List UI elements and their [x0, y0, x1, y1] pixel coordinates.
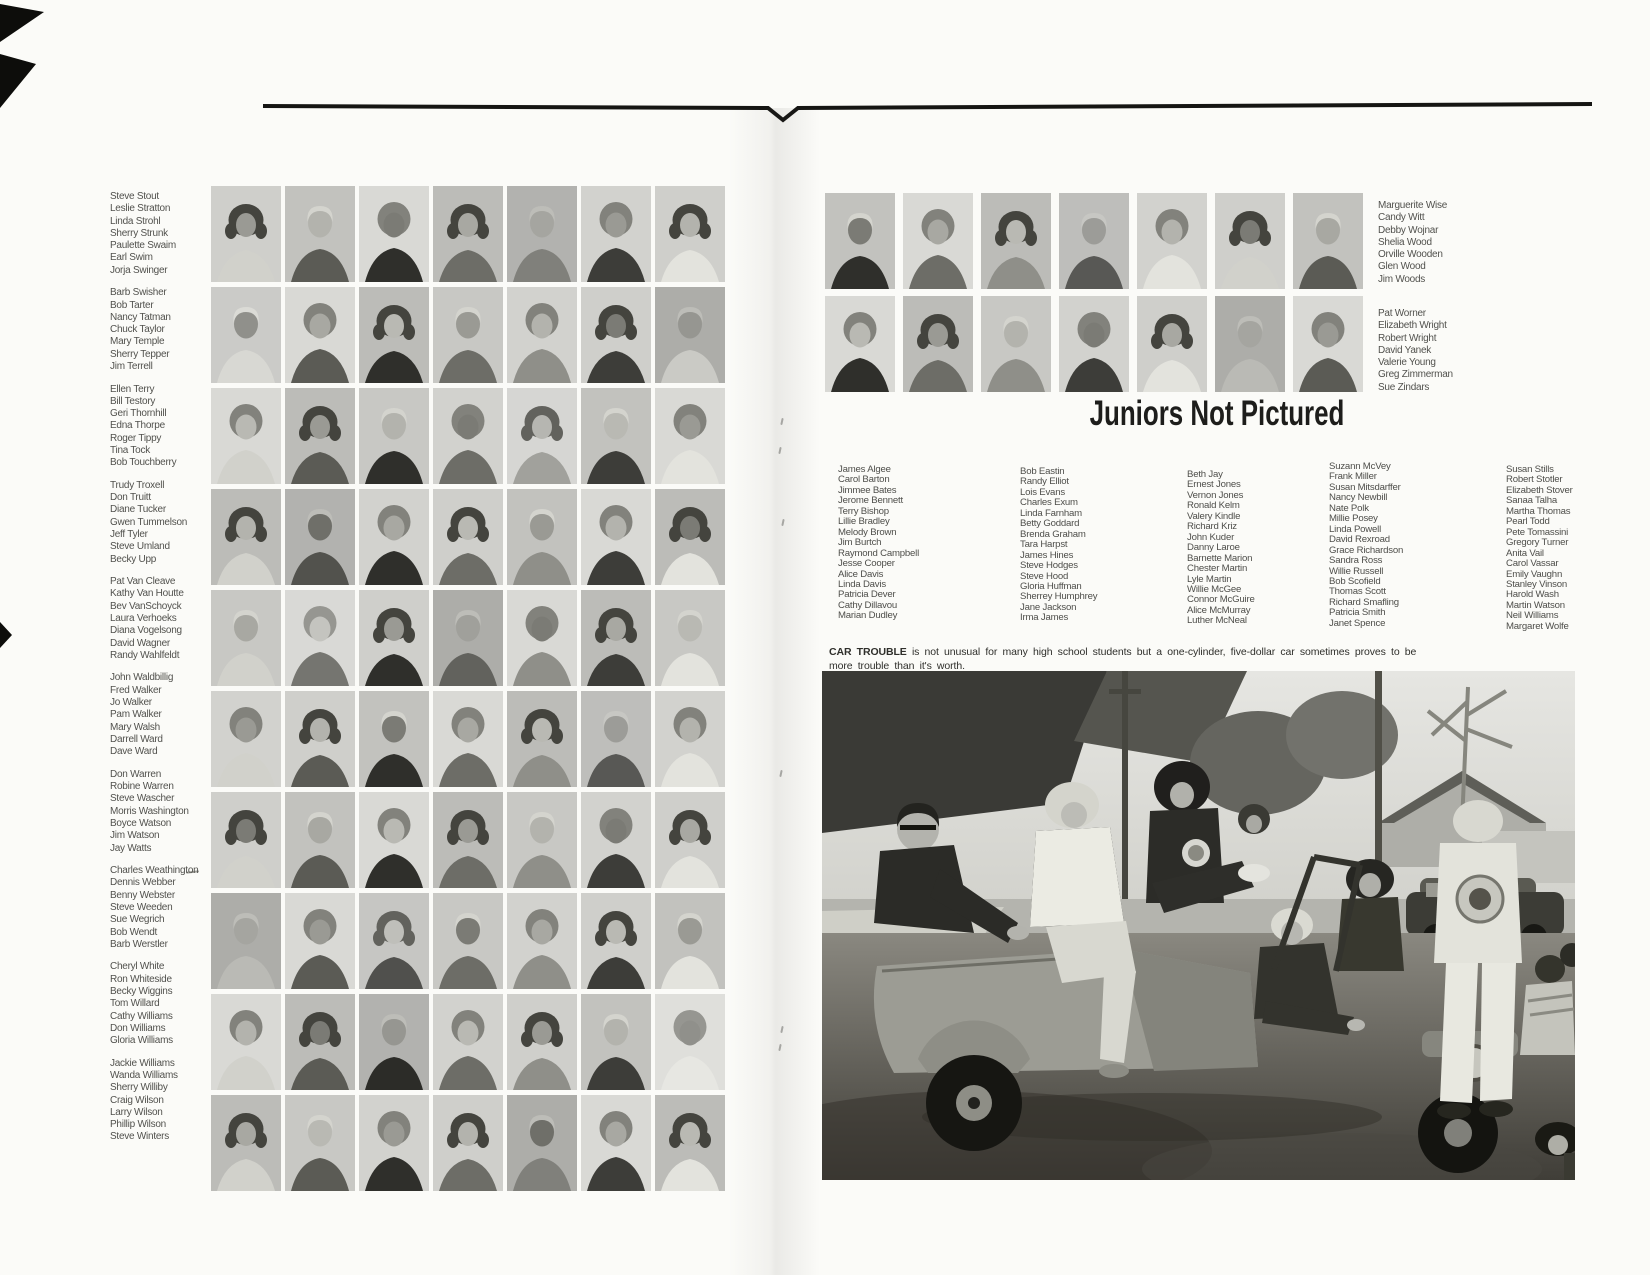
student-name: Patricia Smith [1329, 607, 1386, 619]
student-name: Alice McMurray [1187, 604, 1251, 616]
student-name: Thomas Scott [1329, 586, 1386, 598]
student-name: Millie Posey [1329, 513, 1378, 525]
student-name: Alice Davis [838, 568, 884, 580]
student-name: Bob Wendt [110, 926, 158, 938]
student-name: Cathy Dillavou [838, 599, 898, 611]
not-pictured-column [1020, 467, 1182, 624]
student-name: David Wagner [110, 637, 170, 649]
student-name: Sue Zindars [1378, 381, 1430, 393]
student-name: Trudy Troxell [110, 479, 165, 491]
student-name: Stanley Vinson [1506, 578, 1568, 590]
portrait-photo [903, 193, 973, 289]
student-name: Phillip Wilson [110, 1119, 166, 1131]
student-name: Laura Verhoeks [110, 613, 177, 625]
student-name: Robert Stotler [1506, 474, 1563, 486]
student-name: Sherry Williby [110, 1082, 168, 1094]
student-name: Jesse Cooper [838, 558, 895, 570]
student-name: Pete Tomassini [1506, 526, 1569, 538]
student-name: Jim Watson [110, 830, 160, 842]
student-name: Gloria Huffman [1020, 580, 1082, 592]
caption-text: is not unusual for many high school students but a one-cylinder, five-dollar car sometimes proves to be more trouble than it's worth. [829, 646, 1417, 672]
student-name: Ernest Jones [1187, 479, 1241, 491]
student-name: Tara Harpst [1020, 539, 1068, 551]
student-name: Lyle Martin [1187, 573, 1232, 585]
student-name: Jim Woods [1378, 273, 1426, 285]
student-name: Terry Bishop [838, 505, 889, 517]
student-name: Jerome Bennett [838, 495, 903, 507]
student-name: Ron Whiteside [110, 973, 172, 985]
student-name: Pearl Todd [1506, 516, 1550, 528]
student-name: Robert Wright [1378, 332, 1437, 344]
student-name: Linda Strohl [110, 215, 161, 227]
student-name: Luther McNeal [1187, 615, 1247, 627]
student-name: Charles Weathington [110, 865, 199, 877]
student-name: Bill Testory [110, 395, 156, 407]
student-name: Grace Richardson [1329, 544, 1404, 556]
student-name: Martha Thomas [1506, 505, 1571, 517]
student-name: Melody Brown [838, 526, 897, 538]
student-name: David Yanek [1378, 344, 1432, 356]
student-name: Willie McGee [1187, 583, 1242, 595]
student-name: Mary Walsh [110, 721, 160, 733]
juniors-not-pictured-title: Juniors Not Pictured [1089, 394, 1345, 433]
student-name: Diane Tucker [110, 504, 166, 516]
student-name: Richard Smafling [1329, 596, 1399, 608]
portrait-photo [825, 193, 895, 289]
student-name: Greg Zimmerman [1378, 369, 1453, 381]
student-name: Neil Williams [1506, 610, 1559, 622]
student-name: Carol Barton [838, 474, 890, 486]
student-name: Steve Winters [110, 1131, 169, 1143]
student-name: Nancy Newbill [1329, 492, 1388, 504]
student-name: Barb Werstler [110, 938, 168, 950]
student-name: Steve Wascher [110, 793, 175, 805]
student-name: Cathy Williams [110, 1010, 173, 1022]
student-name: Barb Swisher [110, 287, 167, 299]
student-name: Nate Polk [1329, 502, 1369, 514]
student-name: Bev VanSchoyck [110, 600, 182, 612]
student-name: Jay Watts [110, 842, 152, 854]
portrait-photo [981, 193, 1051, 289]
student-name: Earl Swim [110, 252, 153, 264]
student-name: Pam Walker [110, 709, 162, 721]
portrait-photo [903, 296, 973, 392]
student-name: Sherrey Humphrey [1020, 591, 1098, 603]
student-name: Darrell Ward [110, 733, 163, 745]
not-pictured-column [838, 465, 1000, 622]
student-name: Anita Vail [1506, 547, 1544, 559]
student-name: Jim Burtch [838, 537, 882, 549]
student-name: John Kuder [1187, 531, 1235, 543]
student-name: Chuck Taylor [110, 324, 165, 336]
student-name: Jo Walker [110, 697, 152, 709]
student-name: Glen Wood [1378, 261, 1426, 273]
student-name: Raymond Campbell [838, 547, 920, 559]
student-name: Jimmee Bates [838, 484, 897, 496]
student-name: Edna Thorpe [110, 420, 165, 432]
student-name: Diana Vogelsong [110, 625, 182, 637]
student-name: Suzann McVey [1329, 461, 1391, 472]
student-name: Morris Washington [110, 805, 189, 817]
student-name: Roger Tippy [110, 432, 162, 444]
student-name: Becky Upp [110, 553, 157, 565]
caption-lead: CAR TROUBLE [829, 646, 907, 658]
student-name: Jim Terrell [110, 361, 153, 373]
student-name: Don Williams [110, 1022, 166, 1034]
photo-caption [829, 646, 1435, 673]
student-name: Bob Eastin [1020, 466, 1065, 477]
portrait-photo [1137, 193, 1207, 289]
portrait-photo [1137, 296, 1207, 392]
student-name: Debby Wojnar [1378, 224, 1439, 236]
portrait-photo [1215, 296, 1285, 392]
student-name: Barnette Marion [1187, 552, 1253, 564]
portrait-photo [981, 296, 1051, 392]
student-name: Janet Spence [1329, 617, 1386, 629]
student-name: Martin Watson [1506, 599, 1565, 611]
right-name-list-2 [1378, 308, 1508, 394]
student-name: Carol Vassar [1506, 558, 1559, 570]
student-name: Marian Dudley [838, 610, 898, 622]
portrait-photo [1293, 193, 1363, 289]
student-name: Linda Powell [1329, 523, 1382, 535]
student-name: Susan Stills [1506, 464, 1554, 475]
student-name: Richard Kriz [1187, 521, 1237, 533]
student-name: Brenda Graham [1020, 528, 1086, 540]
student-name: John Waldbillig [110, 672, 174, 684]
student-name: David Rexroad [1329, 534, 1390, 546]
student-name: Marguerite Wise [1378, 200, 1448, 211]
student-name: Lois Evans [1020, 486, 1065, 498]
student-name: Gregory Turner [1506, 537, 1569, 549]
student-name: Harold Wash [1506, 589, 1559, 601]
student-name: Chester Martin [1187, 563, 1248, 575]
student-name: Randy Elliot [1020, 476, 1069, 488]
student-name: Pat Worner [1378, 308, 1426, 319]
not-pictured-column [1329, 462, 1491, 629]
student-name: Bob Touchberry [110, 457, 177, 469]
student-name: Elizabeth Stover [1506, 484, 1573, 496]
student-name: Sue Wegrich [110, 914, 165, 926]
student-name: Linda Farnham [1020, 507, 1082, 519]
student-name: Ellen Terry [110, 383, 155, 395]
student-name: Jane Jackson [1020, 601, 1077, 613]
student-name: Sandra Ross [1329, 555, 1383, 567]
student-name: Steve Weeden [110, 901, 173, 913]
student-name: Bob Scofield [1329, 575, 1381, 587]
student-name: Steve Hood [1020, 570, 1069, 582]
portrait-photo [825, 296, 895, 392]
student-name: Connor McGuire [1187, 594, 1255, 606]
student-name: Boyce Watson [110, 817, 172, 829]
student-name: Don Truitt [110, 492, 151, 504]
student-name: Steve Umland [110, 541, 170, 553]
student-name: Jorja Swinger [110, 264, 168, 276]
student-name: Wanda Williams [110, 1069, 178, 1081]
student-name: Gloria Williams [110, 1035, 173, 1047]
portrait-photo [1215, 193, 1285, 289]
car-trouble-photo-illustration [822, 671, 1575, 1180]
student-name: Dennis Webber [110, 877, 176, 889]
student-name: Elizabeth Wright [1378, 320, 1447, 332]
portrait-photo [1059, 193, 1129, 289]
student-name: Willie Russell [1329, 565, 1384, 577]
student-name: Mary Temple [110, 336, 165, 348]
student-name: Charles Exum [1020, 497, 1078, 509]
student-name: Sanaa Talha [1506, 495, 1557, 507]
student-name: Benny Webster [110, 889, 175, 901]
student-name: Randy Wahlfeldt [110, 649, 180, 661]
student-name: Shelia Wood [1378, 236, 1432, 248]
student-name: Geri Thornhill [110, 408, 167, 420]
student-name: Patricia Dever [838, 589, 896, 601]
student-name: Valerie Young [1378, 357, 1436, 369]
student-name: Danny Laroe [1187, 542, 1240, 554]
portrait-photo [1059, 296, 1129, 392]
student-name: Margaret Wolfe [1506, 620, 1569, 632]
student-name: Orville Wooden [1378, 249, 1443, 261]
student-name: Frank Miller [1329, 471, 1377, 483]
student-name: Craig Wilson [110, 1094, 164, 1106]
student-name: Fred Walker [110, 684, 162, 696]
student-name: James Hines [1020, 549, 1074, 561]
student-name: Irma James [1020, 612, 1069, 624]
student-name: Beth Jay [1187, 469, 1223, 480]
student-name: Jeff Tyler [110, 529, 148, 541]
student-name: Steve Stout [110, 191, 159, 202]
student-name: Paulette Swaim [110, 240, 176, 252]
student-name: Dave Ward [110, 746, 158, 758]
student-name: Larry Wilson [110, 1106, 163, 1118]
car-trouble-photo [822, 671, 1575, 1180]
student-name: Leslie Stratton [110, 203, 171, 215]
student-name: Pat Van Cleave [110, 576, 176, 588]
student-name: Jackie Williams [110, 1057, 175, 1069]
student-name: Steve Hodges [1020, 560, 1078, 572]
student-name: Emily Vaughn [1506, 568, 1563, 580]
student-name: Sherry Strunk [110, 227, 168, 239]
student-name: Robine Warren [110, 781, 174, 793]
student-name: Sherry Tepper [110, 348, 170, 360]
student-name: Betty Goddard [1020, 518, 1080, 530]
student-name: Bob Tarter [110, 299, 154, 311]
right-portrait-grid [825, 193, 1363, 392]
student-name: Don Warren [110, 768, 162, 780]
student-name: James Algee [838, 464, 891, 475]
student-name: Susan Mitsdarffer [1329, 481, 1401, 493]
right-name-list-1 [1378, 200, 1508, 286]
student-name: Linda Davis [838, 578, 886, 590]
not-pictured-column [1187, 470, 1349, 627]
student-name: Valery Kindle [1187, 510, 1241, 522]
student-name: Ronald Kelm [1187, 500, 1240, 512]
student-name: Vernon Jones [1187, 489, 1244, 501]
not-pictured-column [1506, 465, 1650, 632]
student-name: Tom Willard [110, 998, 160, 1010]
student-name: Kathy Van Houtte [110, 588, 184, 600]
portrait-photo [1293, 296, 1363, 392]
student-name: Lillie Bradley [838, 516, 890, 528]
student-name: Cheryl White [110, 961, 165, 973]
student-name: Becky Wiggins [110, 985, 173, 997]
student-name: Gwen Tummelson [110, 516, 188, 528]
student-name: Nancy Tatman [110, 311, 171, 323]
student-name: Tina Tock [110, 445, 150, 457]
student-name: Candy Witt [1378, 212, 1425, 224]
